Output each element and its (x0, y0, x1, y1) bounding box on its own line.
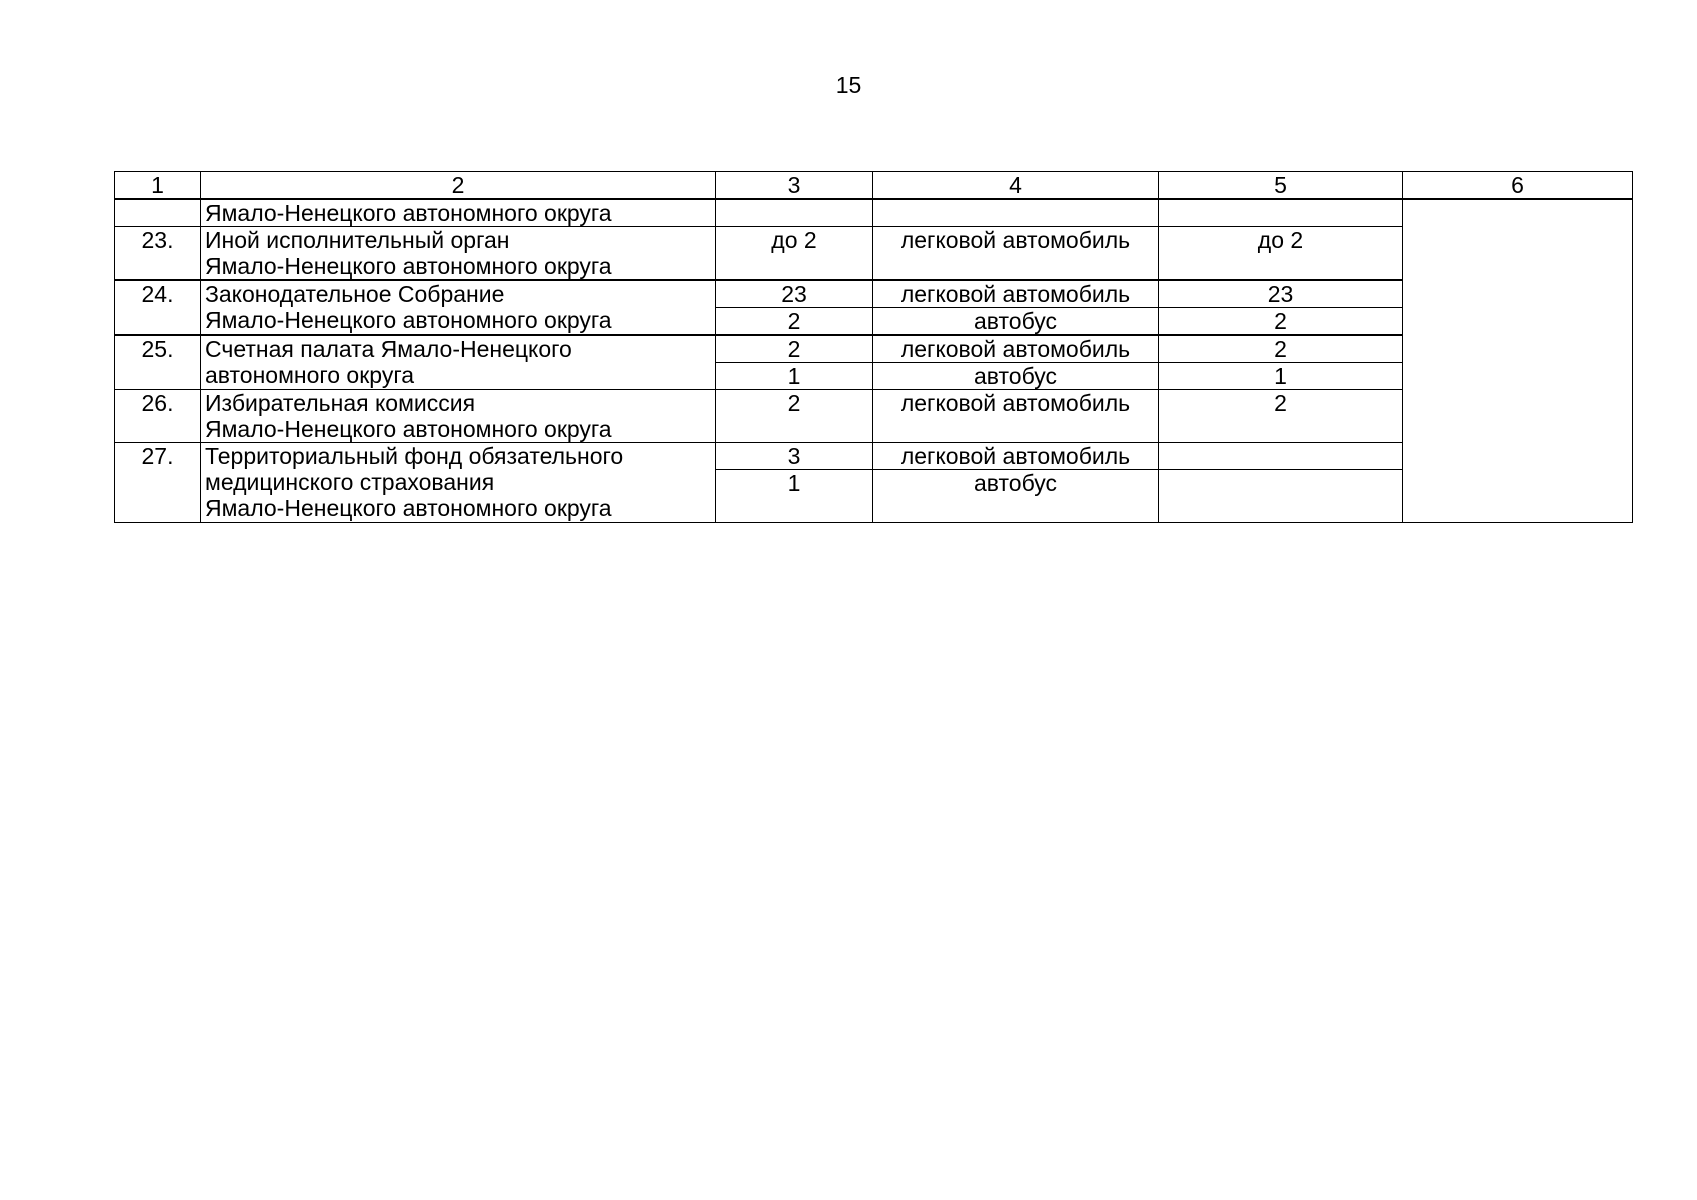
vehicle-cell: автобус (873, 308, 1159, 336)
row-number: 26. (115, 390, 201, 443)
org-name-line: Ямало-Ненецкого автономного округа (205, 307, 612, 333)
limit-cell: 2 (1159, 390, 1403, 443)
qty-cell: 1 (716, 470, 873, 523)
qty-cell: до 2 (716, 227, 873, 281)
qty-cell: 3 (716, 443, 873, 470)
org-name (201, 335, 716, 390)
header-col-2: 2 (201, 172, 716, 200)
vehicle-cell: автобус (873, 470, 1159, 523)
table-row-continued (115, 199, 1633, 227)
org-name-line: Ямало-Ненецкого автономного округа (205, 253, 612, 279)
header-col-5: 5 (1159, 172, 1403, 200)
org-name: Ямало-Ненецкого автономного округа (201, 199, 716, 227)
vehicle-cell: легковой автомобиль (873, 227, 1159, 281)
org-name-line: Счетная палата Ямало-Ненецкого (205, 336, 572, 362)
org-name-line: Ямало-Ненецкого автономного округа (205, 416, 612, 442)
vehicle-cell: автобус (873, 363, 1159, 390)
org-name-line: Избирательная комиссия (205, 390, 476, 416)
vehicle-norms-table (114, 171, 1633, 523)
table-header-row (115, 172, 1633, 200)
row-number: 23. (115, 227, 201, 281)
row-number: 25. (115, 335, 201, 390)
vehicle-cell: легковой автомобиль (873, 443, 1159, 470)
limit-cell (1159, 470, 1403, 523)
org-name-line: Ямало-Ненецкого автономного округа (205, 495, 612, 521)
org-name (201, 443, 716, 523)
header-col-3: 3 (716, 172, 873, 200)
vehicle-cell: легковой автомобиль (873, 280, 1159, 308)
limit-cell: 23 (1159, 280, 1403, 308)
qty-cell: 2 (716, 390, 873, 443)
limit-cell: 1 (1159, 363, 1403, 390)
org-name-line: Законодательное Собрание (205, 281, 505, 307)
org-name-line: автономного округа (205, 362, 414, 388)
org-name-line: Иной исполнительный орган (205, 227, 510, 253)
header-col-4: 4 (873, 172, 1159, 200)
limit-cell: до 2 (1159, 227, 1403, 281)
limit-cell (1159, 443, 1403, 470)
org-name (201, 280, 716, 335)
row-number: 27. (115, 443, 201, 523)
row-number (115, 199, 201, 227)
qty-cell: 2 (716, 308, 873, 336)
page-number: 15 (835, 72, 862, 98)
header-col-6: 6 (1403, 172, 1633, 200)
limit-cell: 2 (1159, 335, 1403, 363)
header-col-1: 1 (115, 172, 201, 200)
org-name (201, 227, 716, 281)
org-name-line: медицинского страхования (205, 469, 495, 495)
limit-cell (1159, 199, 1403, 227)
qty-cell (716, 199, 873, 227)
vehicle-cell: легковой автомобиль (873, 335, 1159, 363)
qty-cell: 2 (716, 335, 873, 363)
limit-cell: 2 (1159, 308, 1403, 336)
vehicle-cell (873, 199, 1159, 227)
vehicle-cell: легковой автомобиль (873, 390, 1159, 443)
qty-cell: 1 (716, 363, 873, 390)
row-number: 24. (115, 280, 201, 335)
org-name (201, 390, 716, 443)
note-cell-merged (1403, 199, 1633, 523)
qty-cell: 23 (716, 280, 873, 308)
org-name-line: Территориальный фонд обязательного (205, 443, 624, 469)
